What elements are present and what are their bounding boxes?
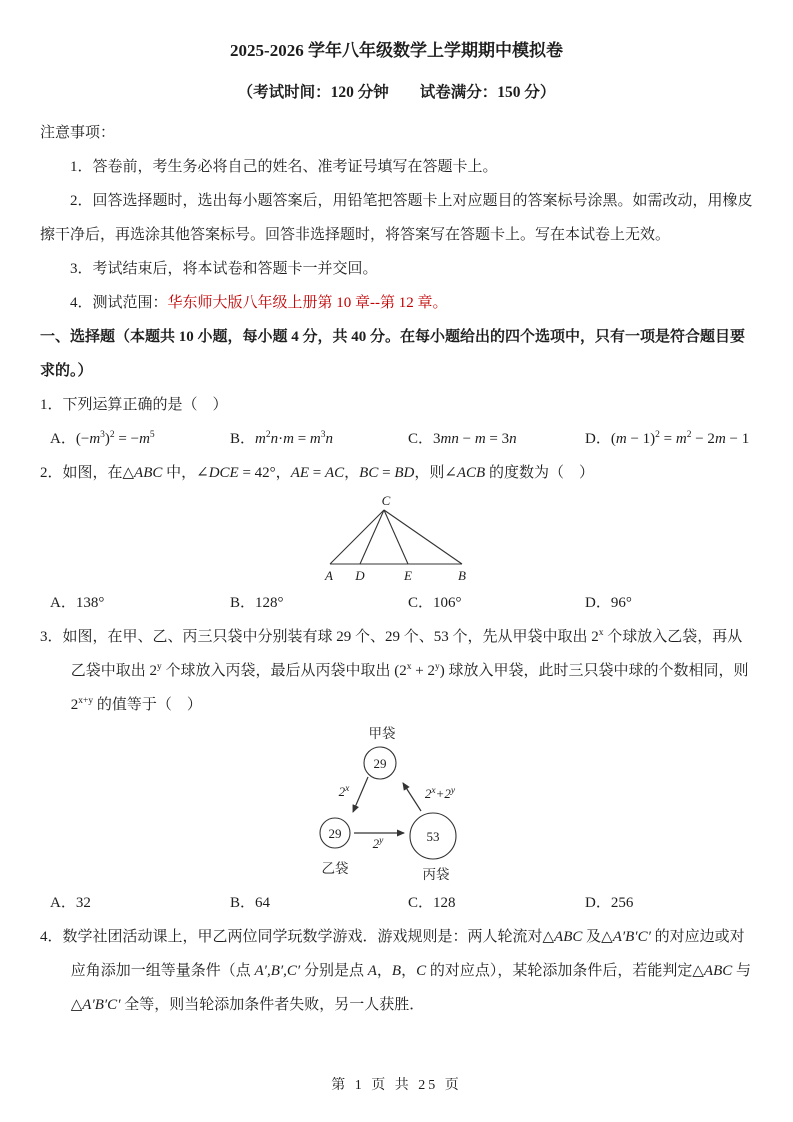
q2-option-a: A．138° xyxy=(50,595,105,611)
page-footer: 第 1 页 共 25 页 xyxy=(331,1078,462,1093)
bag-flow-figure xyxy=(312,724,482,886)
question-3-options xyxy=(40,886,753,920)
bag-left-label: 乙袋 xyxy=(321,861,348,876)
bag-arrows xyxy=(353,777,421,833)
q2-option-d: D．96° xyxy=(585,595,632,611)
bag-right-label: 丙袋 xyxy=(422,867,449,882)
vertex-label-c: C xyxy=(381,494,390,508)
exam-title: 2025-2026 学年八年级数学上学期期中模拟卷 xyxy=(230,41,563,60)
q3-option-c: C．128 xyxy=(408,895,456,911)
question-2-stem: 2．如图，在△ABC 中，∠DCE = 42°，AE = AC，BC = BD，则∠ACB 的度数为（ ） xyxy=(40,465,594,481)
notice-item-1: 1．答卷前，考生务必将自己的姓名、准考证号填写在答题卡上。 xyxy=(70,159,498,175)
triangle-lines xyxy=(330,510,462,564)
q2-option-c: C．106° xyxy=(408,595,462,611)
vertex-label-b: B xyxy=(457,568,466,583)
q1-option-d: D．$(m - 1)^2 = m^2 - 2m - 1$ xyxy=(585,430,750,447)
question-1-options xyxy=(40,422,753,456)
test-range-highlight: 华东师大版八年级上册第 10 章--第 12 章。 xyxy=(167,295,448,311)
notice-item-2: 2．回答选择题时，选出每小题答案后，用铅笔把答题卡上对应题目的答案标号涂黑。如需改动，用橡皮擦干净后，再选涂其他答案标号。回答非选择题时，将答案写在答题卡上。写在本试卷上无效。 xyxy=(40,193,753,243)
notice-item-3: 3．考试结束后，将本试卷和答题卡一并交回。 xyxy=(70,261,378,277)
q1-option-b: B．$m^2n\cdot m = m^3n$ xyxy=(230,430,334,447)
q3-option-d: D．256 xyxy=(585,895,634,911)
question-2-figure-wrap xyxy=(40,490,753,586)
q3-option-a: A．32 xyxy=(50,895,91,911)
question-4-stem: 4．数学社团活动课上，甲乙两位同学玩数学游戏．游戏规则是：两人轮流对△ABC 及△A′B′C′ 的对应边或对应角添加一组等量条件（点 A′,B′,C′ 分别是点 A，B，C 的对应点），某轮添加条件后，若能判定△ABC 与△A′B′C′ 全等，则当轮添加条件者失败，另一人获胜． xyxy=(40,929,752,1013)
question-3-stem: 3．如图，在甲、乙、丙三只袋中分别装有球 29 个、29 个、53 个，先从甲袋中取出 2$^x$ 个球放入乙袋，再从乙袋中取出 2$^y$ 个球放入丙袋，最后从丙袋中取出 $(2^x + 2^y)$ 球放入甲袋，此时三只袋中球的个数相同，则 $2^{x+y}$ 的值等于（ ） xyxy=(40,628,749,713)
vertex-label-d: D xyxy=(354,568,365,583)
bag-top-value: 29 xyxy=(373,756,386,771)
q3-option-b: B．64 xyxy=(230,895,271,911)
question-3-figure-wrap xyxy=(40,722,753,886)
bag-left-value: 29 xyxy=(328,826,341,841)
arrow-label-2x-plus-2y: $2^x+2^y$ xyxy=(424,786,455,801)
notice-item-4 xyxy=(40,286,753,320)
vertex-label-a: A xyxy=(324,568,333,583)
section-one-heading: 一、选择题（本题共 10 小题，每小题 4 分，共 40 分。在每小题给出的四个选项中，只有一项是符合题目要求的。） xyxy=(40,329,746,379)
bag-top-label: 甲袋 xyxy=(368,726,395,741)
arrow-label-2y: 2$^y$ xyxy=(372,836,383,851)
q2-option-b: B．128° xyxy=(230,595,284,611)
notice-heading: 注意事项： xyxy=(40,125,116,141)
question-1-stem: 1．下列运算正确的是（ ） xyxy=(40,397,228,413)
question-2-options xyxy=(40,586,753,620)
arrow-label-2x: 2$^x$ xyxy=(338,784,349,799)
q1-option-c: C．3mn − m = 3n xyxy=(408,431,517,447)
triangle-figure xyxy=(322,494,472,586)
bag-right-value: 53 xyxy=(426,829,439,844)
exam-subtitle: （考试时间：120 分钟 试卷满分：150 分） xyxy=(237,84,556,101)
q1-option-a: A．$(-m^3)^2 = -m^5$ xyxy=(50,430,155,447)
vertex-label-e: E xyxy=(403,568,412,583)
test-range-prefix: 4．测试范围： xyxy=(70,295,168,311)
